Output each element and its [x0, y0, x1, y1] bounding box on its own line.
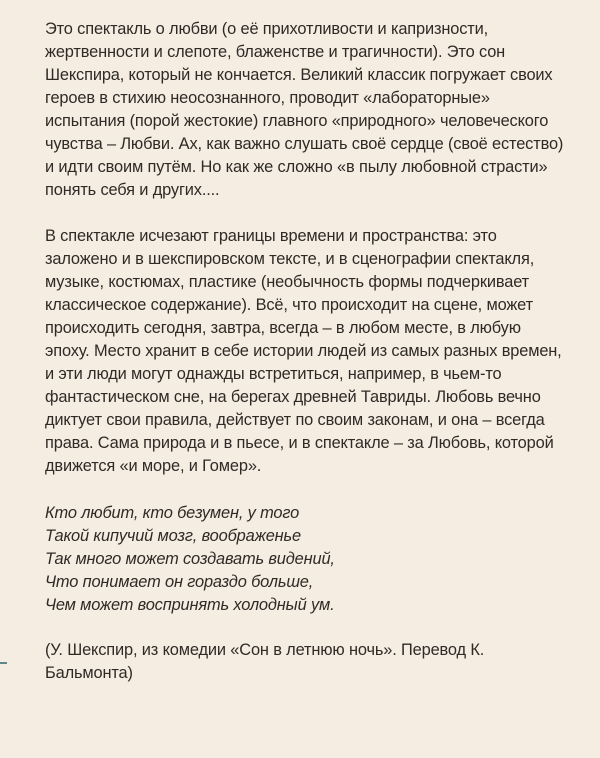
- poem-quote: [45, 502, 565, 617]
- poem-line: Что понимает он гораздо больше,: [45, 573, 314, 591]
- edge-marker: [0, 662, 7, 664]
- poem-line: Так много может создавать видений,: [45, 550, 335, 568]
- article-body: [45, 18, 565, 685]
- paragraph-time-space: В спектакле исчезают границы времени и пространства: это заложено и в шекспировском тексте, и в сценографии спектакля, музыке, костюмах, пластике (необычность формы подчеркивает классическое содержание). Всё, что происходит на сцене, может происходить сегодня, завтра, всегда – в любом месте, в любую эпоху. Место хранит в себе истории людей из самых разных времен, и эти люди могут однажды встретиться, например, в чьем-то фантастическом сне, на берегах древней Тавриды. Любовь вечно диктует свои правила, действует по своим законам, и она – всегда права. Сама природа и в пьесе, и в спектакле – за Любовь, которой движется «и море, и Гомер».: [45, 227, 562, 475]
- paragraph-intro: Это спектакль о любви (о её прихотливости и капризности, жертвенности и слепоте, блаженстве и трагичности). Это сон Шекспира, который не кончается. Великий классик погружает своих героев в стихию неосознанного, проводит «лабораторные» испытания (порой жестокие) главного «природного» человеческого чувства – Любви. Ах, как важно слушать своё сердце (своё естество) и идти своим путём. Но как же сложно «в пылу любовной страсти» понять себя и других....: [45, 20, 564, 199]
- poem-line: Такой кипучий мозг, воображенье: [45, 527, 301, 545]
- quote-source: (У. Шекспир, из комедии «Сон в летнюю ночь». Перевод К. Бальмонта): [45, 641, 485, 682]
- poem-line: Чем может воспринять холодный ум.: [45, 596, 335, 614]
- poem-line: Кто любит, кто безумен, у того: [45, 504, 300, 522]
